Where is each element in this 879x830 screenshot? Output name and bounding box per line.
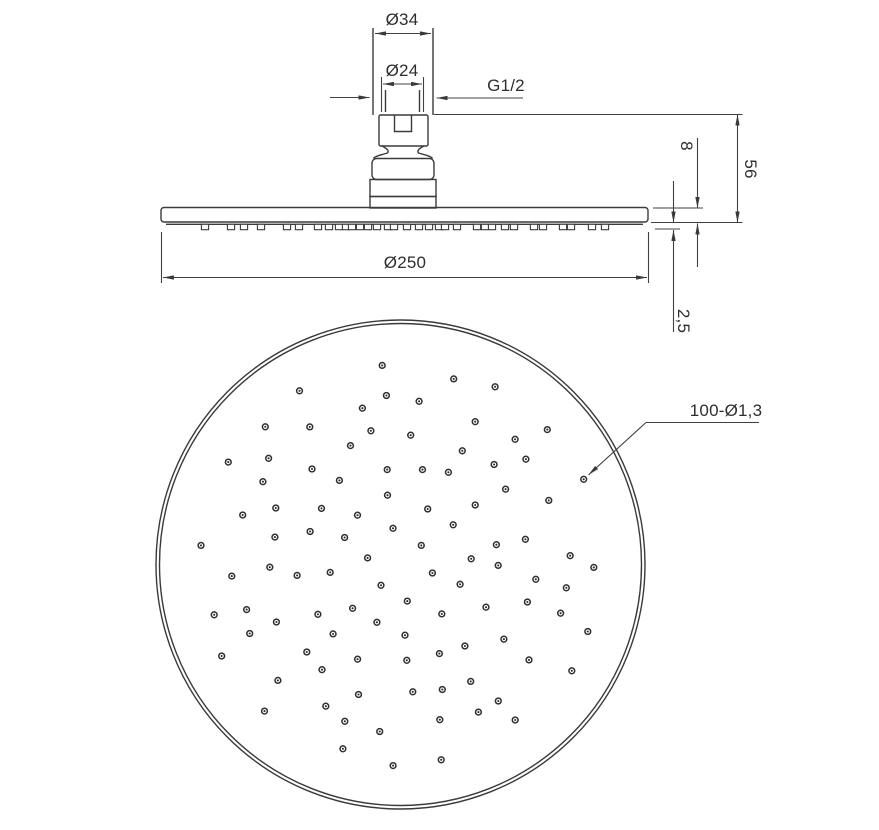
face-view — [156, 320, 759, 809]
dim-label-nozzle-protrusion: 2,5 — [674, 308, 693, 334]
dim-label-holes: 100-Ø1,3 — [689, 401, 763, 420]
side-view — [161, 28, 648, 230]
dim-label-pipe-inner-diameter: Ø24 — [385, 61, 419, 80]
dim-label-plate-thickness: 8 — [677, 141, 696, 151]
dim-label-thread: G1/2 — [487, 76, 525, 95]
dim-label-pipe-outer-diameter: Ø34 — [385, 10, 419, 29]
dim-label-head-diameter: Ø250 — [383, 253, 427, 272]
side-view-dimensions — [434, 115, 743, 333]
dim-label-overall-height: 56 — [741, 159, 760, 179]
side-view-nozzles — [201, 224, 608, 229]
face-view-holes — [198, 363, 597, 769]
